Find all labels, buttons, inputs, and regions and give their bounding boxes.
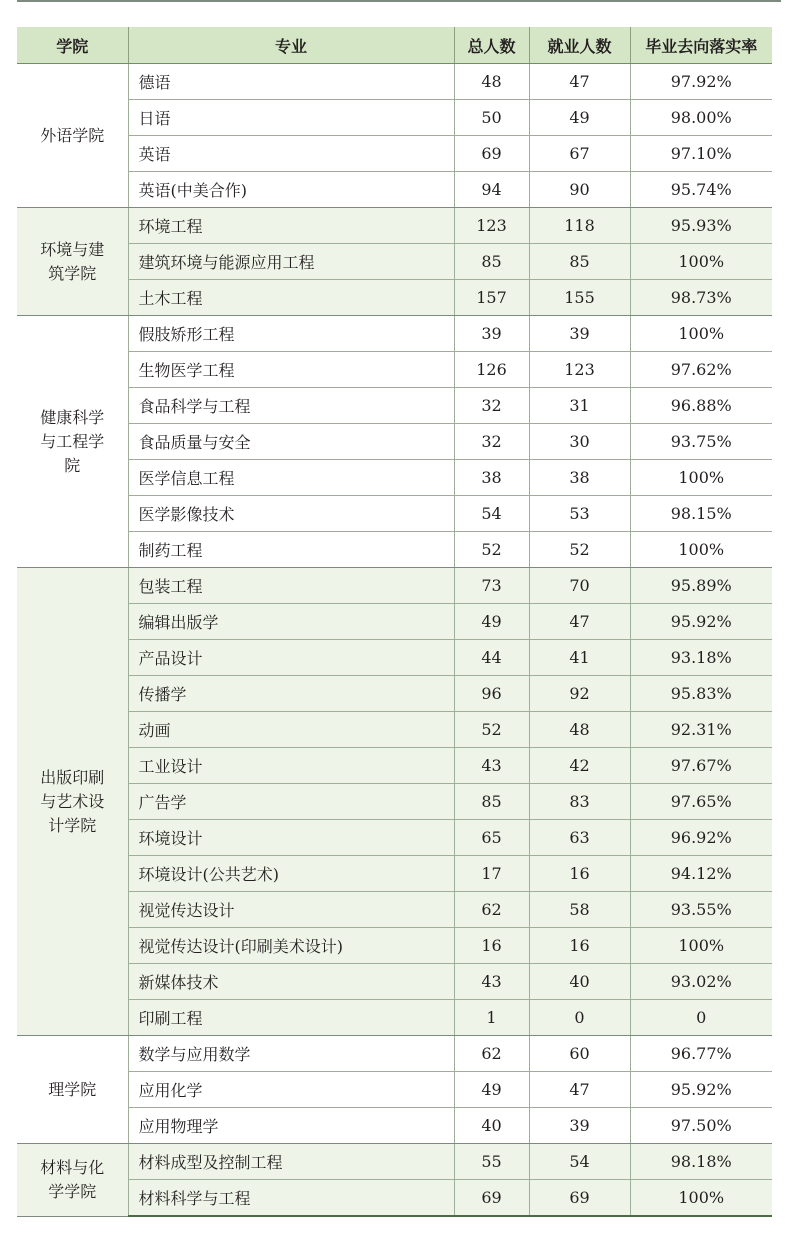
rate-cell: 98.73% [630, 280, 772, 316]
rate-cell: 93.18% [630, 640, 772, 676]
rate-cell: 97.92% [630, 64, 772, 100]
employed-cell: 42 [529, 748, 630, 784]
employed-cell: 31 [529, 388, 630, 424]
table-row [17, 1108, 772, 1144]
rate-cell: 98.18% [630, 1144, 772, 1180]
college-cell [17, 64, 128, 208]
major-cell: 食品科学与工程 [128, 388, 454, 424]
major-cell: 产品设计 [128, 640, 454, 676]
major-cell: 假肢矫形工程 [128, 316, 454, 352]
rate-cell: 100% [630, 1180, 772, 1217]
major-cell: 动画 [128, 712, 454, 748]
total-cell: 157 [454, 280, 529, 316]
table-row [17, 496, 772, 532]
employed-cell: 85 [529, 244, 630, 280]
college-name-line: 与工程学 [40, 431, 105, 451]
header-rate: 毕业去向落实率 [630, 27, 772, 64]
total-cell: 96 [454, 676, 529, 712]
employed-cell: 49 [529, 100, 630, 136]
rate-cell: 92.31% [630, 712, 772, 748]
employed-cell: 58 [529, 892, 630, 928]
employed-cell: 47 [529, 604, 630, 640]
college-name-line: 与艺术设 [40, 791, 105, 811]
employed-cell: 41 [529, 640, 630, 676]
employed-cell: 40 [529, 964, 630, 1000]
rate-cell: 95.89% [630, 568, 772, 604]
major-cell: 制药工程 [128, 532, 454, 568]
major-cell: 数学与应用数学 [128, 1036, 454, 1072]
employed-cell: 54 [529, 1144, 630, 1180]
total-cell: 85 [454, 784, 529, 820]
rate-cell: 97.50% [630, 1108, 772, 1144]
college-cell [17, 1144, 128, 1217]
table-body [17, 64, 772, 1217]
rate-cell: 96.92% [630, 820, 772, 856]
major-cell: 视觉传达设计 [128, 892, 454, 928]
total-cell: 52 [454, 532, 529, 568]
total-cell: 62 [454, 892, 529, 928]
major-cell: 医学影像技术 [128, 496, 454, 532]
rate-cell: 97.10% [630, 136, 772, 172]
rate-cell: 93.02% [630, 964, 772, 1000]
header-college: 学院 [17, 27, 128, 64]
header-employed: 就业人数 [529, 27, 630, 64]
employed-cell: 39 [529, 316, 630, 352]
total-cell: 40 [454, 1108, 529, 1144]
table-row [17, 460, 772, 496]
table-row [17, 172, 772, 208]
total-cell: 16 [454, 928, 529, 964]
college-name-line: 健康科学 [40, 407, 105, 427]
total-cell: 38 [454, 460, 529, 496]
rate-cell: 95.92% [630, 604, 772, 640]
employed-cell: 90 [529, 172, 630, 208]
table-row [17, 784, 772, 820]
total-cell: 17 [454, 856, 529, 892]
employed-cell: 0 [529, 1000, 630, 1036]
major-cell: 环境设计 [128, 820, 454, 856]
major-cell: 广告学 [128, 784, 454, 820]
major-cell: 材料成型及控制工程 [128, 1144, 454, 1180]
total-cell: 39 [454, 316, 529, 352]
employed-cell: 69 [529, 1180, 630, 1217]
rate-cell: 95.93% [630, 208, 772, 244]
total-cell: 32 [454, 388, 529, 424]
table-row [17, 532, 772, 568]
major-cell: 环境工程 [128, 208, 454, 244]
total-cell: 62 [454, 1036, 529, 1072]
rate-cell: 100% [630, 928, 772, 964]
total-cell: 49 [454, 604, 529, 640]
table-row [17, 964, 772, 1000]
total-cell: 69 [454, 1180, 529, 1217]
employed-cell: 60 [529, 1036, 630, 1072]
table-row [17, 748, 772, 784]
table-row [17, 136, 772, 172]
total-cell: 1 [454, 1000, 529, 1036]
table-row [17, 316, 772, 352]
employed-cell: 83 [529, 784, 630, 820]
total-cell: 94 [454, 172, 529, 208]
major-cell: 应用物理学 [128, 1108, 454, 1144]
employed-cell: 38 [529, 460, 630, 496]
table-row [17, 568, 772, 604]
rate-cell: 95.92% [630, 1072, 772, 1108]
total-cell: 52 [454, 712, 529, 748]
total-cell: 65 [454, 820, 529, 856]
employed-cell: 70 [529, 568, 630, 604]
table-row [17, 280, 772, 316]
rate-cell: 95.74% [630, 172, 772, 208]
employed-cell: 155 [529, 280, 630, 316]
major-cell: 材料科学与工程 [128, 1180, 454, 1217]
major-cell: 德语 [128, 64, 454, 100]
table-row [17, 928, 772, 964]
college-cell [17, 1036, 128, 1144]
table-row [17, 1000, 772, 1036]
rate-cell: 94.12% [630, 856, 772, 892]
table-row [17, 1036, 772, 1072]
employed-cell: 16 [529, 856, 630, 892]
major-cell: 食品质量与安全 [128, 424, 454, 460]
employed-cell: 47 [529, 64, 630, 100]
total-cell: 44 [454, 640, 529, 676]
table-row [17, 892, 772, 928]
table-row [17, 604, 772, 640]
table-row [17, 424, 772, 460]
employed-cell: 67 [529, 136, 630, 172]
total-cell: 50 [454, 100, 529, 136]
rate-cell: 96.77% [630, 1036, 772, 1072]
college-name-line: 计学院 [48, 815, 97, 835]
table-row [17, 388, 772, 424]
college-name-line: 出版印刷 [40, 767, 105, 787]
major-cell: 编辑出版学 [128, 604, 454, 640]
employed-cell: 16 [529, 928, 630, 964]
table-row [17, 1144, 772, 1180]
rate-cell: 97.67% [630, 748, 772, 784]
rate-cell: 100% [630, 460, 772, 496]
rate-cell: 100% [630, 532, 772, 568]
major-cell: 生物医学工程 [128, 352, 454, 388]
total-cell: 55 [454, 1144, 529, 1180]
college-name-line: 理学院 [48, 1079, 97, 1099]
employed-cell: 63 [529, 820, 630, 856]
college-cell [17, 208, 128, 316]
rate-cell: 93.55% [630, 892, 772, 928]
employment-table [17, 27, 772, 1217]
header-row [17, 27, 772, 64]
rate-cell: 0 [630, 1000, 772, 1036]
total-cell: 126 [454, 352, 529, 388]
total-cell: 85 [454, 244, 529, 280]
college-name-line: 筑学院 [48, 263, 97, 283]
employed-cell: 92 [529, 676, 630, 712]
major-cell: 工业设计 [128, 748, 454, 784]
total-cell: 43 [454, 964, 529, 1000]
major-cell: 环境设计(公共艺术) [128, 856, 454, 892]
major-cell: 英语(中美合作) [128, 172, 454, 208]
total-cell: 54 [454, 496, 529, 532]
employed-cell: 47 [529, 1072, 630, 1108]
rate-cell: 98.15% [630, 496, 772, 532]
rate-cell: 100% [630, 244, 772, 280]
table-row [17, 64, 772, 100]
college-name-line: 院 [64, 455, 81, 475]
total-cell: 73 [454, 568, 529, 604]
major-cell: 视觉传达设计(印刷美术设计) [128, 928, 454, 964]
employed-cell: 39 [529, 1108, 630, 1144]
major-cell: 建筑环境与能源应用工程 [128, 244, 454, 280]
table-row [17, 640, 772, 676]
college-name-line: 环境与建 [40, 239, 105, 259]
rate-cell: 98.00% [630, 100, 772, 136]
total-cell: 32 [454, 424, 529, 460]
rate-cell: 100% [630, 316, 772, 352]
table-row [17, 244, 772, 280]
college-cell [17, 316, 128, 568]
employed-cell: 30 [529, 424, 630, 460]
college-name-line: 外语学院 [40, 125, 105, 145]
table-row [17, 100, 772, 136]
employed-cell: 53 [529, 496, 630, 532]
total-cell: 69 [454, 136, 529, 172]
employed-cell: 118 [529, 208, 630, 244]
total-cell: 49 [454, 1072, 529, 1108]
total-cell: 123 [454, 208, 529, 244]
total-cell: 48 [454, 64, 529, 100]
table-row [17, 712, 772, 748]
top-rule [17, 0, 781, 2]
rate-cell: 97.62% [630, 352, 772, 388]
major-cell: 日语 [128, 100, 454, 136]
employed-cell: 123 [529, 352, 630, 388]
major-cell: 医学信息工程 [128, 460, 454, 496]
major-cell: 包装工程 [128, 568, 454, 604]
table-row [17, 856, 772, 892]
rate-cell: 95.83% [630, 676, 772, 712]
total-cell: 43 [454, 748, 529, 784]
college-name-line: 材料与化 [40, 1157, 105, 1177]
table-row [17, 1180, 772, 1217]
major-cell: 新媒体技术 [128, 964, 454, 1000]
table-row [17, 820, 772, 856]
table-row [17, 208, 772, 244]
major-cell: 印刷工程 [128, 1000, 454, 1036]
rate-cell: 93.75% [630, 424, 772, 460]
header-total: 总人数 [454, 27, 529, 64]
rate-cell: 97.65% [630, 784, 772, 820]
major-cell: 英语 [128, 136, 454, 172]
header-major: 专业 [128, 27, 454, 64]
major-cell: 传播学 [128, 676, 454, 712]
table-row [17, 1072, 772, 1108]
college-name-line: 学学院 [48, 1181, 97, 1201]
table-row [17, 352, 772, 388]
employed-cell: 52 [529, 532, 630, 568]
employed-cell: 48 [529, 712, 630, 748]
major-cell: 土木工程 [128, 280, 454, 316]
rate-cell: 96.88% [630, 388, 772, 424]
college-cell [17, 568, 128, 1036]
table-row [17, 676, 772, 712]
major-cell: 应用化学 [128, 1072, 454, 1108]
